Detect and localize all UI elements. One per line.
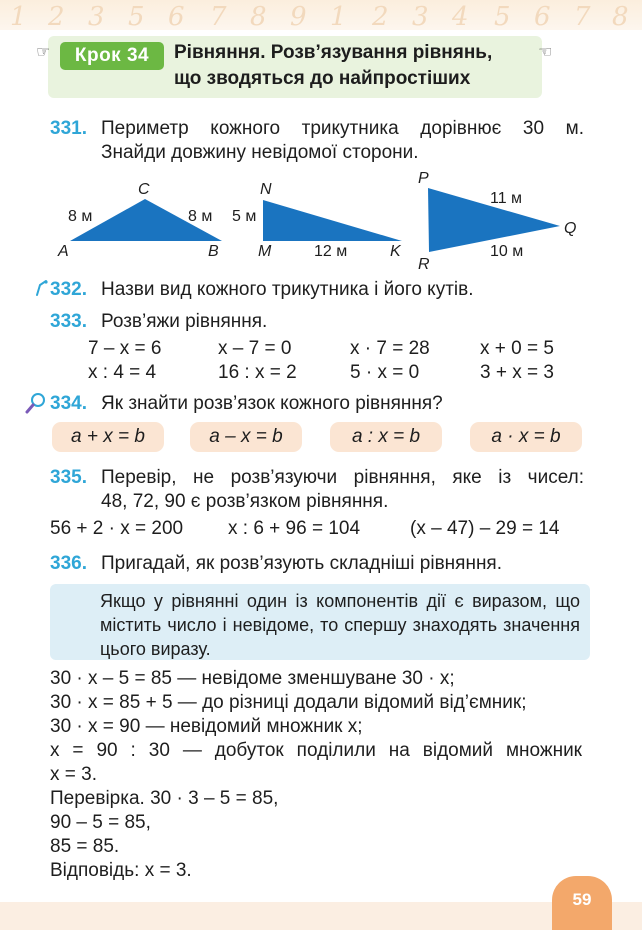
task-number: 332. [50, 279, 87, 300]
task-number: 335. [50, 467, 87, 488]
side-label: 5 м [232, 208, 257, 225]
equation-card: a – x = b [190, 422, 302, 452]
vertex-label: K [390, 243, 401, 260]
vertex-label: N [260, 181, 272, 198]
task-text: Периметр кожного трикутника дорівнює 30 м. [101, 118, 584, 139]
pointing-hand-icon: ☞ [36, 44, 51, 61]
creative-task-icon [34, 279, 50, 297]
equation: 56 + 2 · x = 200 [50, 518, 184, 539]
task-number: 331. [50, 118, 87, 139]
rule-text: Якщо у рівнянні один із компонентів дії є виразом, що містить число і невідоме, то спершу знаходять значення цього виразу. [100, 591, 580, 659]
vertex-label: M [258, 243, 272, 260]
vertex-label: Q [564, 220, 577, 237]
task-text: Перевір, не розв’язуючи рівняння, яке із чисел: [101, 467, 584, 488]
equation: x : 6 + 96 = 104 [228, 518, 361, 539]
equation: 7 – x = 6 [88, 338, 162, 359]
page-number: 59 [552, 876, 612, 930]
triangles-figure [0, 0, 642, 280]
solution-line: 30 · x – 5 = 85 — невідоме зменшуване 30 · x; [50, 668, 455, 689]
equation-card: a : x = b [330, 422, 442, 452]
triangle-mnk [263, 200, 402, 241]
equation-card: a · x = b [470, 422, 582, 452]
solution-line: x = 3. [50, 764, 97, 785]
side-label: 8 м [188, 208, 213, 225]
equation: 3 + x = 3 [480, 362, 554, 383]
solution-line: Перевірка. 30 · 3 – 5 = 85, [50, 788, 279, 809]
pointing-hand-icon: ☜ [538, 44, 553, 61]
task-number: 333. [50, 311, 87, 332]
task-text: 48, 72, 90 є розв’язком рівняння. [101, 491, 389, 512]
solution-line: 30 · x = 85 + 5 — до різниці додали відомий від’ємник; [50, 692, 527, 713]
equation: (x – 47) – 29 = 14 [410, 518, 560, 539]
equation: 5 · x = 0 [350, 362, 420, 383]
research-task-icon [24, 391, 48, 415]
task-text: Як знайти розв’язок кожного рівняння? [101, 393, 443, 414]
task-text: Знайди довжину невідомої сторони. [101, 142, 419, 163]
side-label: 12 м [314, 243, 348, 260]
equation: 16 : x = 2 [218, 362, 297, 383]
task-text: Назви вид кожного трикутника і його кутів. [101, 279, 474, 300]
vertex-label: P [418, 170, 429, 187]
task-text: Розв’яжи рівняння. [101, 311, 268, 332]
footer-band [0, 902, 642, 930]
side-label: 11 м [490, 190, 523, 207]
equation: x – 7 = 0 [218, 338, 292, 359]
vertex-label: B [208, 243, 219, 260]
solution-line: x = 90 : 30 — добуток поділили на відомий множник [50, 740, 582, 761]
task-number: 334. [50, 393, 87, 414]
decorative-digit-band: 1 2 3 5 6 7 8 9 1 2 3 4 5 6 7 8 [0, 0, 642, 30]
solution-line: Відповідь: x = 3. [50, 860, 192, 881]
task-text: Пригадай, як розв’язують складніші рівняння. [101, 553, 503, 574]
equation: x · 7 = 28 [350, 338, 430, 359]
lesson-title: Рівняння. Розв’язування рівнянь, що зводяться до найпростіших [174, 42, 493, 89]
task-number: 336. [50, 553, 87, 574]
side-label: 8 м [68, 208, 93, 225]
equation-card: a + x = b [52, 422, 164, 452]
equation: x : 4 = 4 [88, 362, 157, 383]
solution-line: 85 = 85. [50, 836, 120, 857]
equation: x + 0 = 5 [480, 338, 554, 359]
vertex-label: R [418, 256, 430, 273]
step-badge: Крок 34 [60, 42, 164, 70]
vertex-label: C [138, 181, 150, 198]
solution-line: 30 · x = 90 — невідомий множник x; [50, 716, 363, 737]
solution-line: 90 – 5 = 85, [50, 812, 151, 833]
side-label: 10 м [490, 243, 524, 260]
vertex-label: A [58, 243, 69, 260]
